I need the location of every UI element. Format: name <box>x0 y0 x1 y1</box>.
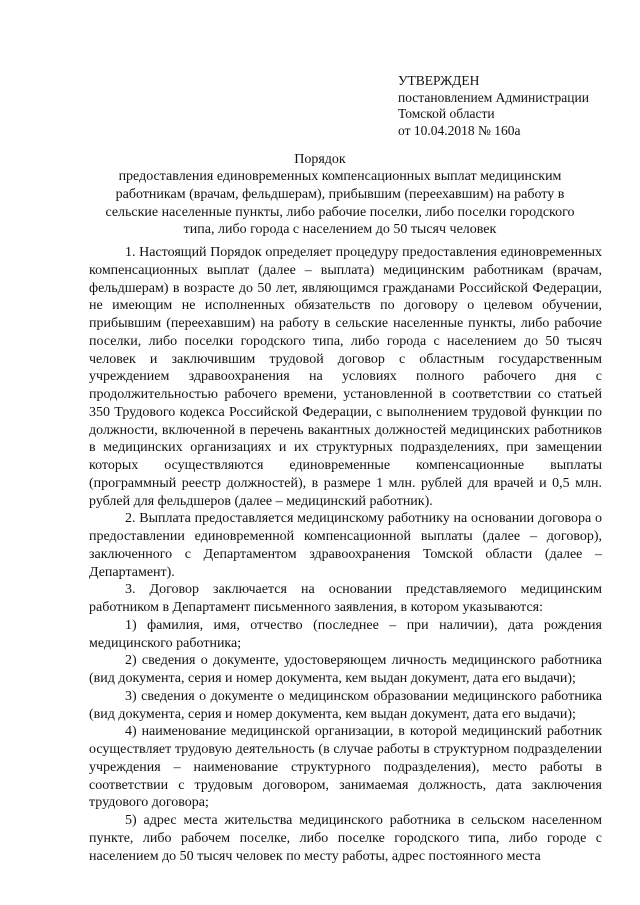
approval-heading: УТВЕРЖДЕН <box>398 73 480 88</box>
list-item-1: 1) фамилия, имя, отчество (последнее – при наличии), дата рождения медицинского работника; <box>89 617 602 651</box>
approval-stamp <box>398 73 589 139</box>
approval-date-number: от 10.04.2018 № 160а <box>398 122 521 138</box>
list-item-4: 4) наименование медицинской организации, в которой медицинский работник осуществляет трудовую деятельность (в случае работы в структурном подразделении учреждения – наименование структурного подразделения), место работы в соответствии с трудовым договором, занимаемая должность, дата заключения трудового договора; <box>89 724 602 811</box>
document-subtitle: предоставления единовременных компенсационных выплат медицинским работникам (врачам, фельдшерам), прибывшим (переехавшим) на работу в сельские населенные пункты, либо рабочие поселки, либо поселки городского типа, либо города с населением до 50 тысяч человек <box>105 169 575 238</box>
paragraph-2: 2. Выплата предоставляется медицинскому работнику на основании договора о предоставлении единовременной компенсационной выплаты (далее – договор), заключенного с Департаментом здравоохранения Томской области (далее – Департамент). <box>89 511 602 580</box>
document-title: Порядок <box>294 152 346 167</box>
list-item-3: 3) сведения о документе о медицинском образовании медицинского работника (вид документа, серия и номер документа, кем выдан документ, дата его выдачи); <box>89 688 602 722</box>
paragraph-3: 3. Договор заключается на основании представляемого медицинским работником в Департамент письменного заявления, в котором указываются: <box>89 582 602 615</box>
paragraph-1: 1. Настоящий Порядок определяет процедуру предоставления единовременных компенсационных выплат (далее – выплата) медицинским работникам (врачам, фельдшерам) в возрасте до 50 лет, являющимся гражданами Российской Федерации, не имеющим не исполненных обязательств по договору о целевом обучении, прибывшим (переехавшим) на работу в сельские населенные пункты, либо рабочие поселки, либо поселки городского типа, либо города с населением до 50 тысяч человек и заключившим трудовой договор с областным государственным учреждением здравоохранения на условиях полного рабочего дня с продолжительностью рабочего времени, установленной в соответствии со статьей 350 Трудового кодекса Российской Федерации, с выполнением трудовой функции по должности, включенной в перечень вакантных должностей медицинских работников в медицинских организациях и их структурных подразделениях, при замещении которых осуществляются единовременные компенсационные выплаты (программный реестр должностей), в размере 1 млн. рублей для врачей и 0,5 млн. рублей для фельдшеров (далее – медицинский работник). <box>89 245 602 509</box>
approval-region: Томской области <box>398 106 495 122</box>
list-item-5: 5) адрес места жительства медицинского работника в сельском населенном пункте, либо рабочем поселке, либо поселке городского типа, либо городе с населением до 50 тысяч человек по месту работы, адрес постоянного места <box>89 813 602 864</box>
document-body <box>89 244 602 865</box>
approval-issuer: постановлением Администрации <box>398 89 589 105</box>
list-item-2: 2) сведения о документе, удостоверяющем личность медицинского работника (вид документа, серия и номер документа, кем выдан документ, дата его выдачи); <box>89 653 602 686</box>
